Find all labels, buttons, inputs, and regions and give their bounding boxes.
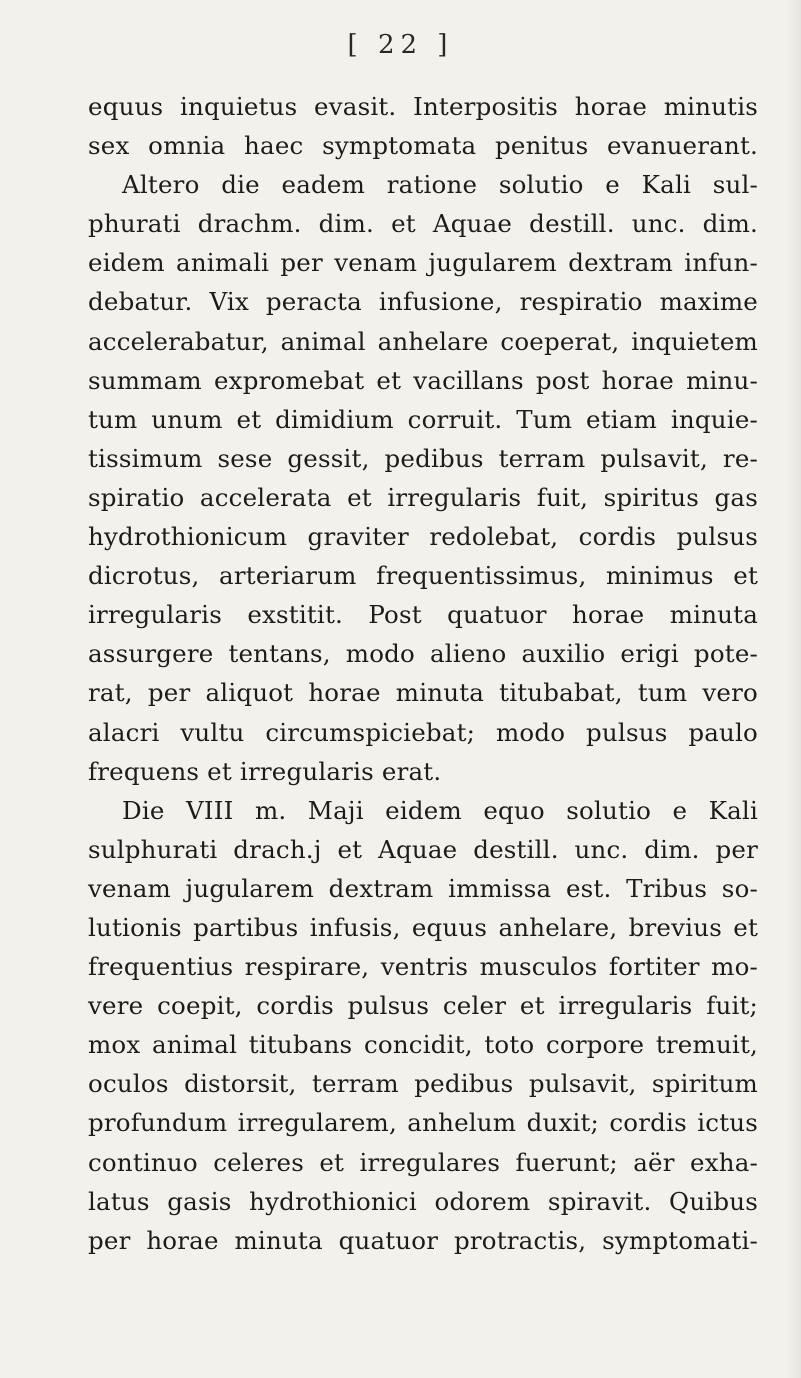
text-line: assurgere tentans, modo alieno auxilio erigi pote- — [88, 639, 758, 669]
text-line: equus inquietus evasit. Interpositis horae minutis — [88, 92, 758, 121]
text-line: dicrotus, arteriarum frequentissimus, minimus et — [88, 561, 758, 591]
text-line: latus gasis hydrothionici odorem spiravit. Quibus — [88, 1186, 758, 1216]
text-line: frequentius respirare, ventris musculos fortiter mo- — [88, 952, 758, 982]
text-line: irregularis exstitit. Post quatuor horae minuta — [88, 600, 758, 630]
page-edge-shadow — [787, 0, 801, 1378]
text-line: hydrothionicum graviter redolebat, cordis pulsus — [88, 522, 758, 552]
text-line: Altero die eadem ratione solutio e Kali sul- — [122, 170, 758, 200]
text-line: frequens et irregularis erat. — [88, 756, 442, 786]
text-line: eidem animali per venam jugularem dextram infun- — [88, 248, 758, 278]
text-line: Die VIII m. Maji eidem equo solutio e Kali — [122, 795, 758, 825]
text-line: per horae minuta quatuor protractis, symptomati- — [88, 1225, 758, 1255]
text-line: alacri vultu circumspiciebat; modo pulsus paulo — [88, 717, 758, 747]
text-line: oculos distorsit, terram pedibus pulsavit, spiritum — [88, 1069, 758, 1099]
text-line: profundum irregularem, anhelum duxit; cordis ictus — [88, 1108, 758, 1138]
text-line: venam jugularem dextram immissa est. Tribus so- — [88, 873, 758, 903]
text-line: lutionis partibus infusis, equus anhelare, brevius et — [88, 912, 758, 942]
text-line: phurati drachm. dim. et Aquae destill. unc. dim. — [88, 209, 758, 239]
text-line: debatur. Vix peracta infusione, respiratio maxime — [88, 287, 758, 317]
body-text — [88, 87, 758, 1260]
text-line: tum unum et dimidium corruit. Tum etiam inquie- — [88, 404, 758, 434]
text-line: tissimum sese gessit, pedibus terram pulsavit, re- — [88, 443, 758, 473]
text-line: sulphurati drach.j et Aquae destill. unc. dim. per — [88, 834, 758, 864]
text-line: rat, per aliquot horae minuta titubabat, tum vero — [88, 678, 758, 708]
text-line: mox animal titubans concidit, toto corpore tremuit, — [88, 1030, 758, 1060]
text-line: sex omnia haec symptomata penitus evanuerant. — [88, 131, 758, 161]
text-line: accelerabatur, animal anhelare coeperat, inquietem — [88, 326, 758, 356]
page-number: [ 22 ] — [347, 30, 454, 60]
text-line: continuo celeres et irregulares fuerunt; aër exha- — [88, 1147, 758, 1177]
text-line: vere coepit, cordis pulsus celer et irregularis fuit; — [88, 991, 758, 1021]
text-line: summam expromebat et vacillans post horae minu- — [88, 365, 758, 395]
text-line: spiratio accelerata et irregularis fuit, spiritus gas — [88, 482, 758, 512]
